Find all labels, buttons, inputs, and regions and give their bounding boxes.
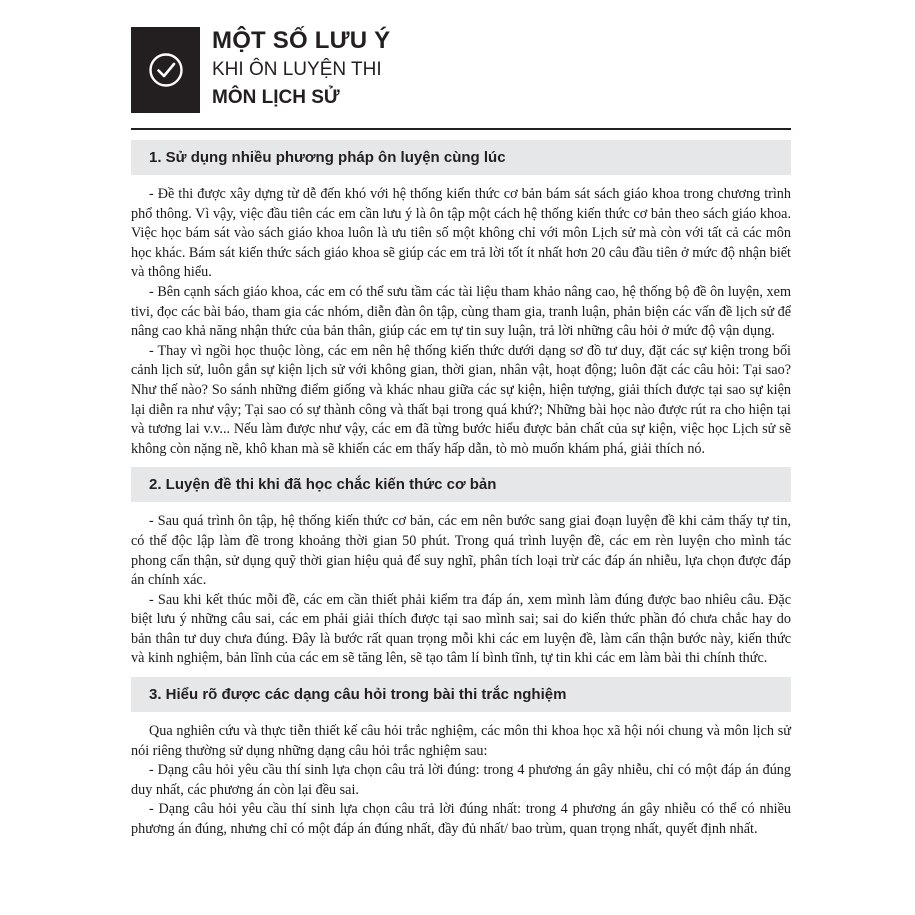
paragraph: - Dạng câu hỏi yêu cầu thí sinh lựa chọn câu trả lời đúng nhất: trong 4 phương án gây nhiễu có thể có nhiều phương án đúng, nhưng chỉ có một đáp án đúng nhất, đầy đủ nhất/ bao trùm, quan trọng nhất, quyết định nhất. [131,801,791,838]
section-heading: 2. Luyện đề thi khi đã học chắc kiến thức cơ bản [131,467,791,502]
check-circle-icon [148,52,184,88]
section-2 [131,467,791,669]
section-heading: 3. Hiểu rõ được các dạng câu hỏi trong bài thi trắc nghiệm [131,677,791,712]
document-body [131,140,791,848]
paragraph: - Bên cạnh sách giáo khoa, các em có thể sưu tầm các tài liệu tham khảo nâng cao, hệ thống bộ đề ôn luyện, xem tivi, đọc các bài báo, tham gia các nhóm, diễn đàn ôn tập, cùng tham gia, tranh luận, phản biện các vấn đề lịch sử để nâng cao khả năng nhận thức của bản thân, giúp các em tự tin suy luận, trả lời những câu hỏi ở mức độ vận dụng. [131,283,791,340]
paragraph: - Sau quá trình ôn tập, hệ thống kiến thức cơ bản, các em nên bước sang giai đoạn luyện đề khi cảm thấy tự tin, có thể độc lập làm đề trong khoảng thời gian 50 phút. Trong quá trình luyện đề, các em rèn luyện cho mình tác phong cẩn thận, sử dụng quỹ thời gian hiệu quả để suy nghĩ, phân tích loại trừ các đáp án nhiễu, lựa chọn được đáp án chính xác. [131,513,791,589]
paragraph: - Đề thi được xây dựng từ dễ đến khó với hệ thống kiến thức cơ bản bám sát sách giáo khoa trong chương trình phổ thông. Vì vậy, việc đầu tiên các em cần lưu ý là ôn tập một cách hệ thống kiến thức cơ bản theo sách giáo khoa. Việc học bám sát vào sách giáo khoa luôn là ưu tiên số một không chỉ với môn Lịch sử mà còn với tất cả các môn học khác. Bám sát kiến thức sách giáo khoa sẽ giúp các em trả lời tốt ít nhất hơn 20 câu đầu tiên ở mức độ nhận biết và thông hiểu. [131,186,791,281]
paragraph: - Thay vì ngồi học thuộc lòng, các em nên hệ thống kiến thức dưới dạng sơ đồ tư duy, đặt các sự kiện trong bối cảnh lịch sử, luôn gắn sự kiện lịch sử với không gian, thời gian, nhân vật, hoạt động; luôn đặt các câu hỏi: Tại sao? Như thế nào? So sánh những điểm giống và khác nhau giữa các sự kiện, hiện tượng, giải thích được tại sao sự kiện lại diễn ra như vậy; Tại sao có sự thành công và thất bại trong quá khứ?; Những bài học nào được rút ra cho hiện tại và tương lai v.v... Nếu làm được như vậy, các em đã từng bước hiểu được bản chất của sự kiện, việc học Lịch sử sẽ không còn nặng nề, khô khan mà sẽ khiến các em thấy hấp dẫn, tò mò muốn khám phá, giải thích nó. [131,342,791,457]
paragraph: Qua nghiên cứu và thực tiễn thiết kế câu hỏi trắc nghiệm, các môn thi khoa học xã hội nói chung và môn lịch sử nói riêng thường sử dụng những dạng câu hỏi trắc nghiệm sau: [131,723,791,759]
page-subject: MÔN LỊCH SỬ [212,87,340,108]
section-heading: 1. Sử dụng nhiều phương pháp ôn luyện cùng lúc [131,140,791,175]
section-1 [131,140,791,459]
header-divider [131,128,791,130]
paragraph: - Dạng câu hỏi yêu cầu thí sinh lựa chọn câu trả lời đúng: trong 4 phương án gây nhiễu, chỉ có một đáp án đúng duy nhất, các phương án còn lại đều sai. [131,762,791,798]
section-3 [131,677,791,840]
header-icon-box [131,27,200,113]
page-title: MỘT SỐ LƯU Ý [212,27,391,54]
paragraph: - Sau khi kết thúc mỗi đề, các em cần thiết phải kiểm tra đáp án, xem mình làm đúng được bao nhiêu câu. Đặc biệt lưu ý những câu sai, các em phải giải thích được tại sao mình sai; sai do kiến thức phần đó chưa chắc hay do bản thân tư duy chưa đúng. Đây là bước rất quan trọng mỗi khi các em luyện đề, làm cẩn thận bước này, kiến thức và kinh nghiệm, bản lĩnh của các em sẽ tăng lên, sẽ tạo tâm lí bình tĩnh, tự tin khi các em làm bài thi chính thức. [131,591,791,667]
page-header [212,27,390,111]
page-subtitle: KHI ÔN LUYỆN THI [212,59,382,80]
